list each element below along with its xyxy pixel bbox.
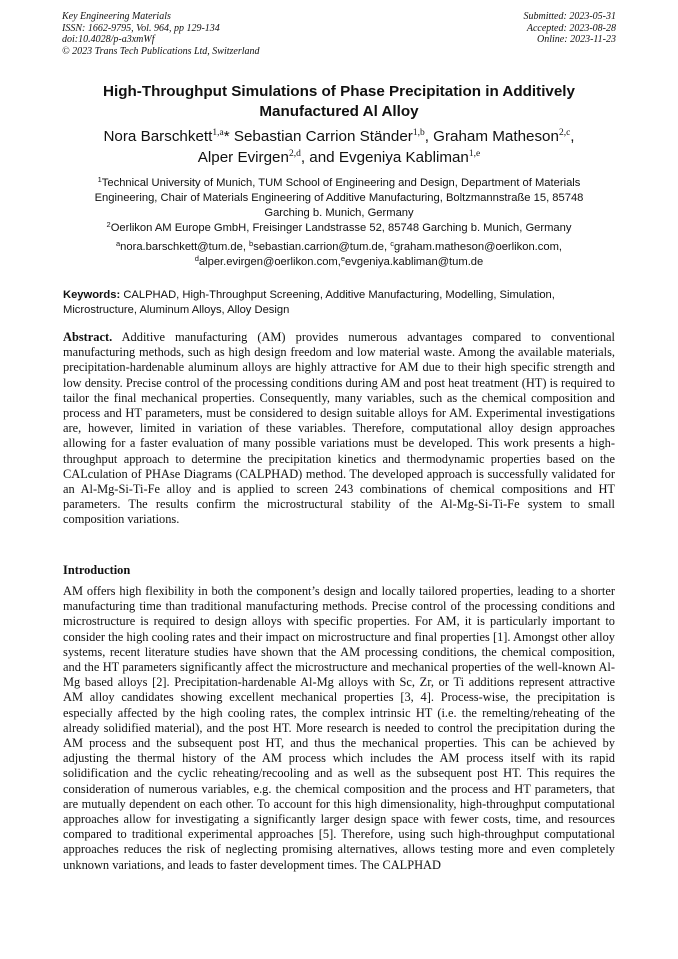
abstract-label: Abstract. <box>63 330 113 344</box>
email-line-1 <box>62 240 616 255</box>
email-line-2 <box>62 255 616 270</box>
affiliation-num: 1 <box>97 175 102 184</box>
affiliations <box>62 176 616 236</box>
author-line-1 <box>60 126 618 147</box>
corresponding-mark: * <box>223 128 230 145</box>
author-separator: , <box>424 128 429 145</box>
email-link[interactable]: sebastian.carrion@tum.de, <box>253 241 391 253</box>
author-name: Graham Matheson <box>433 128 559 145</box>
author-separator: , <box>570 128 575 145</box>
submitted-date: Submitted: 2023-05-31 <box>523 11 616 22</box>
affiliation-2 <box>62 221 616 236</box>
abstract-text: Additive manufacturing (AM) provides numerous advantages compared to conventional manufacturing methods, such as high design freedom and low material waste. Among the available materials, precipitation-hardenable aluminum alloys are highly attractive for AM due to their high specific strength and low density. Precise control of the processing conditions during AM and post heat treatment (HT) is required to tailor the final mechanical properties. Consequently, many variables, such as the chemical composition and process and HT parameters, must be considered to design suitable alloys for AM. Experimental investigations are, however, limited in variation of these variables. Therefore, computational alloy design approaches allowing for a faster evaluation of many possible variations must be developed. This work presents a high-throughput approach to determine the precipitation kinetics and thermodynamic properties based on the CALculation of PHAse Diagrams (CALPHAD) method. The developed approach is successfully validated for an Al-Mg-Si-Ti-Fe alloy and is applied to screen 243 combinations of chemical compositions and HT parameters. The results confirm the microstructural stability of the Al-Mg-Si-Ti-Fe system to small composition variations. <box>63 330 615 527</box>
doi-link[interactable]: doi:10.4028/p-a3xmWf <box>62 34 155 45</box>
title-line-1: High-Throughput Simulations of Phase Precipitation in Additively <box>103 83 575 100</box>
accepted-date: Accepted: 2023-08-28 <box>526 22 616 34</box>
affiliation-text: Oerlikon AM Europe GmbH, Freisinger Landstrasse 52, 85748 Garching b. Munich, Germany <box>110 222 572 234</box>
keywords <box>63 288 615 318</box>
paper-title <box>60 82 618 122</box>
author-sup: 2,c <box>558 128 571 138</box>
author-list <box>60 126 618 168</box>
author-name: Nora Barschkett <box>103 128 213 145</box>
email-link[interactable]: nora.barschkett@tum.de, <box>120 241 250 253</box>
keywords-label: Keywords: <box>63 289 121 301</box>
email-list <box>62 240 616 270</box>
abstract <box>63 330 615 528</box>
email-link[interactable]: alper.evirgen@oerlikon.com, <box>198 256 341 268</box>
email-sup: a <box>115 239 121 248</box>
author-name: Evgeniya Kabliman <box>338 149 469 166</box>
keywords-text: CALPHAD, High-Throughput Screening, Additive Manufacturing, Modelling, Simulation, Microstructure, Aluminum Alloys, Alloy Design <box>63 289 555 316</box>
affiliation-num: 2 <box>106 220 111 229</box>
affiliation-text: Technical University of Munich, TUM School of Engineering and Design, Department of Materials <box>101 177 581 189</box>
author-sup: 2,d <box>288 149 301 159</box>
journal-name: Key Engineering Materials <box>62 11 171 22</box>
author-and: , and <box>300 149 335 166</box>
author-sup: 1,a <box>212 128 224 138</box>
title-line-2: Manufactured Al Alloy <box>259 103 419 120</box>
author-sup: 1,b <box>412 128 425 138</box>
issn-line: ISSN: 1662-9795, Vol. 964, pp 129-134 <box>62 22 220 34</box>
online-date: Online: 2023-11-23 <box>537 34 616 45</box>
author-name: Alper Evirgen <box>197 149 289 166</box>
section-heading-introduction: Introduction <box>63 563 131 577</box>
email-link[interactable]: graham.matheson@oerlikon.com, <box>393 241 563 253</box>
introduction-paragraph: AM offers high flexibility in both the component’s design and locally tailored properties, leading to a shorter manufacturing time than traditional manufacturing methods. Precise control of the processing conditions and microstructure is required to design alloys with specific properties. For AM, it is particularly important to consider the high cooling rates and their impact on microstructure and final properties [1]. Amongst other alloy systems, recent literature studies have shown that the AM processing conditions, the chemical composition, and the HT parameters significantly affect the microstructure and mechanical properties of the well-known Al-Mg based alloys [2]. Precipitation-hardenable Al-Mg alloys with Sc, Zr, or Ti additions represent attractive AM alloy candidates showing excellent mechanical properties [3, 4]. Process-wise, the precipitation is especially affected by the high cooling rates, the complex intrinsic HT (i.e. the remelting/reheating of the already solidified material), and the post HT. More research is needed to control the precipitation during the AM process and the subsequent post HT, and thus the mechanical properties. This can be achieved by adjusting the thermal history of the AM process which includes the AM process itself with its rapid solidification and the cyclic reheating/recooling and as well as the subsequent post HT. This requires the consideration of numerous variables, e.g. the chemical composition and the process and HT parameters, that are mutually dependent on each other. To account for this high dimensionality, high-throughput computational approaches allow for investigating a significantly larger design space with fewer costs, time, and resources compared to traditional experimental approaches [5]. Therefore, using such high-throughput computational approaches reduces the risk of neglecting promising alternatives, allows testing more and even completely unknown variations, and leads to faster development times. The CALPHAD <box>63 584 615 872</box>
author-name: Sebastian Carrion Ständer <box>233 128 413 145</box>
affiliation-1-line-2: Engineering, Chair of Materials Engineering of Additive Manufacturing, Boltzmannstraße 15, 85748 <box>94 192 584 204</box>
affiliation-1 <box>62 176 616 191</box>
affiliation-1-line-3: Garching b. Munich, Germany <box>264 207 414 219</box>
email-sup: e <box>340 254 346 263</box>
author-line-2 <box>60 147 618 168</box>
copyright-line: © 2023 Trans Tech Publications Ltd, Switzerland <box>62 45 260 57</box>
email-sup: b <box>249 239 254 248</box>
dates-info <box>524 11 617 46</box>
email-link[interactable]: evgeniya.kabliman@tum.de <box>345 256 484 268</box>
journal-info <box>62 11 260 57</box>
email-sup: d <box>194 254 199 263</box>
email-sup: c <box>390 239 394 248</box>
author-sup: 1,e <box>468 149 481 159</box>
